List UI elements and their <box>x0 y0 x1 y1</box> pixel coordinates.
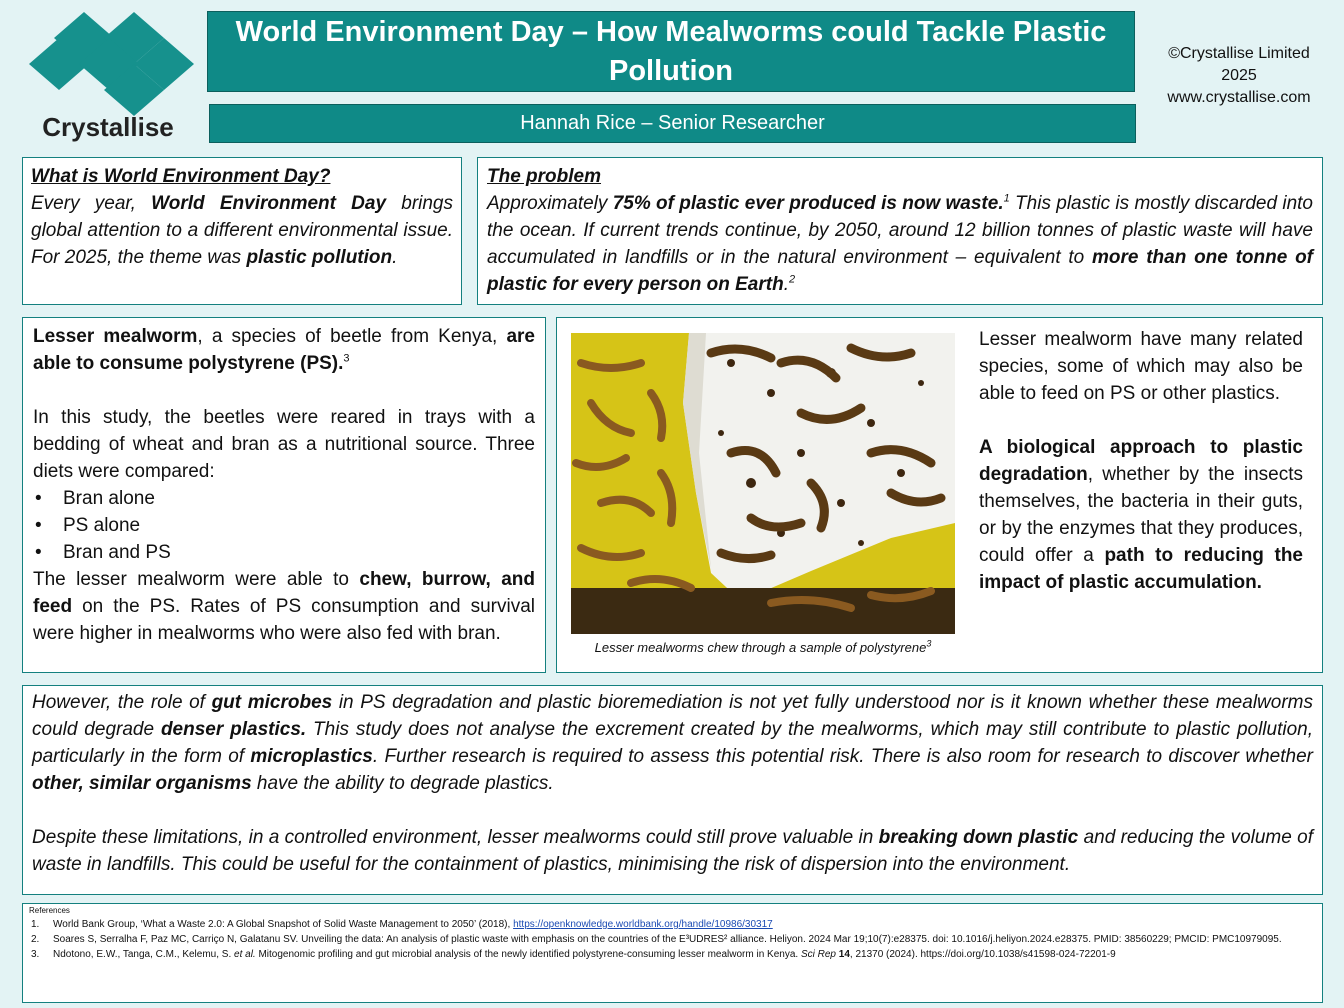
problem-heading: The problem <box>487 166 602 187</box>
reference-item: 3. Ndotono, E.W., Tanga, C.M., Kelemu, S. et al. Mitogenomic profiling and gut microbial analysis of the newly identified polystyrene-consuming lesser mealworm in Kenya. Sci Rep 14, 21370 (2024). https://doi.org/10.1038/s41598-024-72201-9 <box>31 949 1116 960</box>
title-banner <box>207 11 1135 92</box>
reference-item: 1. World Bank Group, ‘What a Waste 2.0: A Global Snapshot of Solid Waste Management to 2050’ (2018), https://openknowledge.worldbank.org/handle/10986/30317 <box>31 919 773 930</box>
study-intro: Lesser mealworm, a species of beetle from Kenya, are able to consume polystyrene (PS).$^3$ <box>33 326 535 374</box>
what-is-text: Every year, World Environment Day brings global attention to a different environmental issue. For 2025, the theme was plastic pollution. <box>31 193 453 268</box>
copyright-year: 2025 <box>1221 67 1257 84</box>
conclusion-box <box>22 685 1323 895</box>
references-box <box>22 903 1323 1003</box>
problem-box <box>477 157 1323 305</box>
what-is-heading: What is World Environment Day? <box>31 166 331 187</box>
image-panel <box>556 317 1323 673</box>
approach-text: A biological approach to plastic degradation, whether by the insects themselves, the bacteria in their guts, or by the enzymes that they produces, could offer a path to reducing the impact of plastic accumulation. <box>979 437 1303 593</box>
website: www.crystallise.com <box>1167 89 1311 106</box>
photo-caption: Lesser mealworms chew through a sample of polystyrene$^3$ <box>594 638 932 655</box>
reference-item: 2. Soares S, Serralha F, Paz MC, Carriço N, Galatanu SV. Unveiling the data: An analysis of plastic waste with emphasis on the countries of the E³UDRES² alliance. Heliyon. 2024 Mar 19;10(7):e28375. doi: 10.1016/j.heliyon.2024.e28375. PMID: 38560229; PMCID: PMC10979095. <box>31 934 1282 945</box>
logo <box>28 8 200 146</box>
references-list <box>29 917 1316 962</box>
conclusion-text: Despite these limitations, in a controlled environment, lesser mealworms could still prove valuable in breaking down plastic and reducing the volume of waste in landfills. This could be useful for the containment of plastics, minimising the risk of dispersion into the environment. <box>32 827 1313 875</box>
logo-diamonds-icon <box>28 8 200 116</box>
study-method: In this study, the beetles were reared in trays with a bedding of wheat and bran as a nutritional source. Three diets were compared: <box>33 407 535 482</box>
author: Hannah Rice – Senior Researcher <box>520 112 825 134</box>
copyright-block <box>1150 43 1328 109</box>
mealworm-photo <box>571 333 955 634</box>
problem-text: Approximately 75% of plastic ever produced is now waste.$^1$ This plastic is mostly discarded into the ocean. If current trends continue, by 2050, around 12 billion tonnes of plastic waste will have accumulated in landfills or in the natural environment – equivalent to more than one tonne of plastic for every person on Earth.$^2$ <box>487 192 1313 295</box>
copyright: ©Crystallise Limited <box>1168 45 1310 62</box>
mealworm-photo-image <box>571 333 955 634</box>
references-heading: References <box>29 906 70 915</box>
diet-list <box>33 485 535 566</box>
diet-item: • Bran alone <box>33 485 535 512</box>
limitations-text: However, the role of gut microbes in PS degradation and plastic bioremediation is not yet fully understood nor is it known whether these mealworms could degrade denser plastics. This study does not analyse the excrement created by the mealworms, which may still contribute to plastic pollution, particularly in the form of microplastics. Further research is required to assess this potential risk. There is also room for research to discover whether other, similar organisms have the ability to degrade plastics. <box>32 692 1314 794</box>
logo-text: Crystallise <box>42 112 174 142</box>
study-result: The lesser mealworm were able to chew, burrow, and feed on the PS. Rates of PS consumption and survival were higher in mealworms who were also fed with bran. <box>33 569 535 644</box>
related-species-text: Lesser mealworm have many related species, some of which may also be able to feed on PS or other plastics. <box>979 329 1303 404</box>
diet-item: • Bran and PS <box>33 539 535 566</box>
study-box <box>22 317 546 673</box>
image-panel-text <box>979 326 1303 596</box>
page-title: World Environment Day – How Mealworms could Tackle Plastic Pollution <box>235 16 1107 87</box>
author-banner <box>209 104 1136 143</box>
diet-item: • PS alone <box>33 512 535 539</box>
what-is-box <box>22 157 462 305</box>
reference-link[interactable]: https://openknowledge.worldbank.org/handle/10986/30317 <box>513 919 773 930</box>
